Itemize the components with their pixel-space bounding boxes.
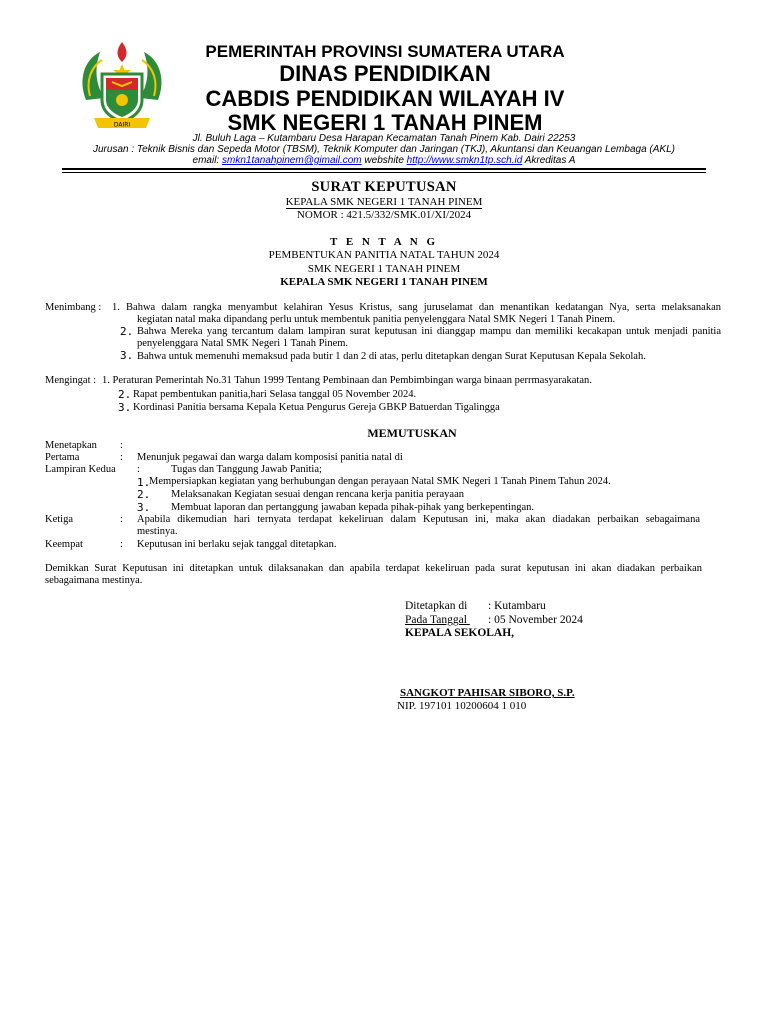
ketiga-colon: : [120,514,123,525]
tentang-subject-1: PEMBENTUKAN PANITIA NATAL TAHUN 2024 [268,249,500,261]
header-government-name: PEMERINTAH PROVINSI SUMATERA UTARA [205,42,565,61]
menimbang-item-1: 1. Bahwa dalam rangka menyambut kelahiran Yesus Kristus, sang juruselamat dan menantikan kedatangan Nya, serta melaksanakan [112,302,721,313]
menimbang-item-2: Bahwa Mereka yang tercantum dalam lampiran surat keputusan ini dianggap mampu dan memiliki kecakapan untuk menjadi panitia [137,326,721,337]
lampiran-kedua-label: Lampiran Kedua [45,464,116,475]
tanggal-value: : 05 November 2024 [488,614,583,626]
tentang-subject-2: SMK NEGERI 1 TANAH PINEM [307,263,461,275]
ketiga-text: Apabila dikemudian hari ternyata terdapat kekeliruan dalam Keputusan ini, maka akan diadakan perbaikan sebagaimana [137,514,700,525]
ketiga-label: Ketiga [45,514,73,525]
lampiran-item-3: Membuat laporan dan pertanggung jawaban kepada pihak-pihak yang berkepentingan. [171,502,534,513]
government-logo-emblem [76,40,168,132]
menetapkan-colon: : [120,440,123,451]
akreditas-text: Akreditas A [522,155,576,166]
keempat-colon: : [120,539,123,550]
tanggal-label: Pada Tanggal [405,614,467,626]
lampiran-item-3-number: 3. [137,501,151,514]
email-link[interactable]: smkn1tanahpinem@gimail.com [221,155,362,166]
website-label: webshite [361,155,407,166]
document-issuer [0,196,768,208]
header-jurusan: Jurusan : Teknik Bisnis dan Sepeda Motor (TBSM), Teknik Komputer dan Jaringan (TKJ), Akuntansi dan Keuangan Lembaga (AKL) [93,144,675,155]
header-department-name: DINAS PENDIDIKAN [279,61,491,86]
website-link[interactable]: http://www.smkn1tp.sch.id [406,155,523,166]
mengingat-label: Mengingat : [45,375,97,386]
closing-statement-cont: sebagaimana mestinya. [45,575,143,586]
signer-name: SANGKOT PAHISAR SIBORO, S.P. [400,687,575,699]
tentang-heading: T E N T A N G [329,236,439,248]
pertama-text: Menunjuk pegawai dan warga dalam komposisi panitia natal di [137,452,403,463]
lampiran-item-1-number: 1. [137,476,151,489]
menimbang-item-3-number: 3. [120,349,134,362]
mengingat-item-2-number: 2. [118,388,132,401]
header-contact [60,155,708,166]
menimbang-item-3: Bahwa untuk memenuhi memaksud pada butir 1 dan 2 di atas, perlu ditetapkan dengan Surat Keputusan Kepala Sekolah. [137,351,646,362]
document-number: NOMOR : 421.5/332/SMK.01/XI/2024 [296,209,472,221]
pertama-label: Pertama [45,452,80,463]
mengingat-item-1: 1. Peraturan Pemerintah No.31 Tahun 1999 Tentang Pembinaan dan Pembimbingan warga binaan perrmasyarakatan. [102,375,592,386]
keempat-label: Keempat [45,539,83,550]
header-divider-thick [62,168,706,170]
ditetapkan-value: : Kutambaru [488,600,546,612]
menimbang-item-2-cont: penyelenggara Natal SMK Negeri 1 Tanah Pinem. [137,338,349,349]
memutuskan-heading: MEMUTUSKAN [367,426,457,440]
email-label: email: [192,155,222,166]
lampiran-kedua-text: Tugas dan Tanggung Jawab Panitia; [171,464,322,475]
mengingat-item-3-number: 3. [118,401,132,414]
menimbang-label: Menimbang : [45,302,102,313]
lampiran-item-2-number: 2. [137,488,151,501]
mengingat-item-3: Kordinasi Panitia bersama Kepala Ketua Pengurus Gereja GBKP Batuerdan Tigalingga [133,402,500,413]
ditetapkan-label: Ditetapkan di [405,600,468,612]
menimbang-item-2-number: 2. [120,325,134,338]
lampiran-item-2: Melaksanakan Kegiatan sesuai dengan rencana kerja panitia perayaan [171,489,464,500]
header-address: Jl. Buluh Laga – Kutambaru Desa Harapan Kecamatan Tanah Pinem Kab. Dairi 22253 [192,133,576,144]
svg-text:DAIRI: DAIRI [113,121,131,129]
menetapkan-label: Menetapkan [45,440,97,451]
signer-nip: NIP. 197101 10200604 1 010 [397,700,527,712]
keempat-text: Keputusan ini berlaku sejak tanggal ditetapkan. [137,539,337,550]
header-school-name: SMK NEGERI 1 TANAH PINEM [227,110,543,135]
document-issuer-text: KEPALA SMK NEGERI 1 TANAH PINEM [285,196,483,208]
tentang-subject-3: KEPALA SMK NEGERI 1 TANAH PINEM [280,276,488,288]
lampiran-kedua-colon: : [137,464,140,475]
menimbang-item-1-cont: kegiatan natal maka dipandang perlu untuk membentuk panitia penyelenggara Natal SMK Negeri 1 Tanah Pinem. [137,314,616,325]
lampiran-item-1: Mempersiapkan kegiatan yang berhubungan dengan perayaan Natal SMK Negeri 1 Tanah Pinem Tahun 2024. [149,476,611,487]
document-title: SURAT KEPUTUSAN [311,179,457,195]
header-divider-thin [62,172,706,173]
tanggal-row [405,614,586,626]
header-branch-name: CABDIS PENDIDIKAN WILAYAH IV [205,86,565,111]
mengingat-item-2: Rapat pembentukan panitia,hari Selasa tanggal 05 November 2024. [133,389,417,400]
ketiga-text-cont: mestinya. [137,526,178,537]
pertama-colon: : [120,452,123,463]
signer-position: KEPALA SEKOLAH, [405,627,515,639]
closing-statement: Demikkan Surat Keputusan ini ditetapkan untuk dilaksanakan dan apabila terdapat kekeliruan pada surat keputusan ini akan diadakan perbaikan [45,563,702,574]
